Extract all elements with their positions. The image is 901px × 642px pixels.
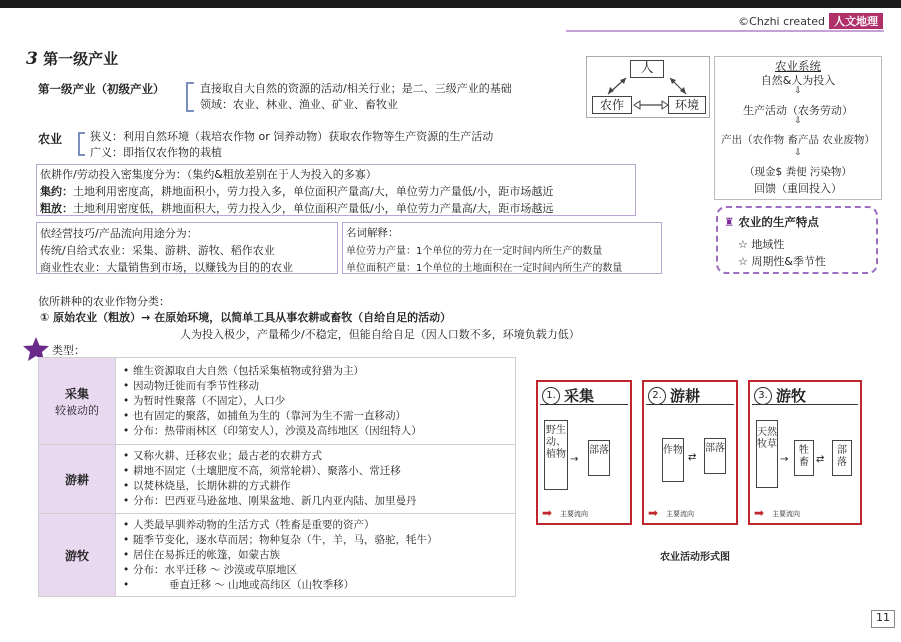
mode-title: 依经营技巧/产品流向用途分为：	[40, 227, 198, 240]
intensity-title: 依耕作/劳动投入密集度分为：（集约&粗放差别在于人为投入的多寡）	[40, 168, 377, 181]
node-environment: 环境	[668, 96, 706, 114]
types-label: 类型：	[52, 344, 85, 357]
list-item: • 居住在易拆迁的帐篷，如蒙古族	[133, 548, 510, 563]
table-row	[39, 358, 516, 445]
panel-target-box: 部落	[832, 440, 852, 476]
mode-traditional: 传统/自给式农业：采集、游耕、游牧、稻作农业	[40, 244, 275, 257]
arrow-right-icon: ➡	[648, 506, 659, 520]
list-item: • 也有固定的聚落，如捕鱼为生的（靠河为生不需一直移动）	[133, 409, 510, 424]
crops-item1b: 人为投入极少，产量稀少/不稳定，但能自给自足（因人口数不多，环境负载力低）	[180, 328, 580, 341]
header-divider	[566, 30, 884, 32]
page-number: 11	[871, 610, 895, 628]
agri-label: 农业	[38, 132, 63, 146]
table-category	[39, 358, 116, 445]
system-step3: 产出（农作物 畜产品 农业废物）	[721, 134, 875, 146]
table-row	[39, 514, 516, 597]
figure-panel-1	[536, 380, 632, 525]
bracket	[186, 82, 194, 112]
system-title: 农业系统	[775, 59, 821, 73]
node-farming: 农作	[592, 96, 632, 114]
panel-source-box: 作物	[662, 438, 684, 482]
list-item: • 人类最早驯养动物的生活方式（牲畜是重要的资产）	[133, 518, 510, 533]
terms-land: 单位面积产量：1个单位的土地面积在一定时间内所生产的数量	[346, 263, 623, 274]
category-name: 游牧	[64, 548, 89, 563]
section-number: 3	[26, 49, 38, 69]
figure-panel-2	[642, 380, 738, 525]
panel-number: 3.	[754, 387, 772, 405]
list-item: • 分布：水平迁移 ～ 沙漠或草原地区	[133, 563, 510, 578]
arrow-down-icon: ⇩	[794, 116, 802, 126]
arrow-down-icon: ⇩	[794, 148, 802, 158]
header-tag: 人文地理	[829, 13, 883, 29]
list-item: • 分布：热带雨林区（印第安人），沙漠及高纬地区（因纽特人）	[133, 424, 510, 439]
agri-broad: 广义：即指仅农作物的栽植	[90, 146, 222, 159]
list-item: • 又称火耕、迁移农业；最古老的农耕方式	[133, 449, 510, 464]
category-name: 采集	[64, 386, 89, 401]
arrow-right-icon: →	[570, 454, 579, 465]
system-step5	[714, 180, 882, 196]
feature-1-text: 地域性	[751, 238, 785, 251]
arrow-right-icon: ➡	[754, 506, 765, 520]
agri-narrow: 狭义：利用自然环境（栽培农作物 or 饲养动物）获取农作物等生产资源的生产活动	[90, 130, 494, 143]
list-item: • 随季节变化，逐水草而居；物种复杂（牛，羊，马，骆驼，牦牛）	[133, 533, 510, 548]
list-item: • 因动物迁徙而有季节性移动	[133, 379, 510, 394]
system-step4: （现金$ 粪便 污染物）	[744, 166, 852, 178]
feature-1	[738, 236, 784, 252]
legend-text: 主要流向	[560, 510, 588, 518]
system-step1: 自然&人为投入	[760, 74, 836, 87]
list-item: • 耕地不固定（土壤肥度不高，须常轮耕）、聚落小、常迁移	[133, 464, 510, 479]
primary-label: 第一级产业（初级产业）	[38, 82, 165, 96]
arrow-right-icon: ➡	[542, 506, 553, 520]
primary-line2: 领域：农业、林业、渔业、矿业、畜牧业	[200, 98, 398, 111]
feature-2	[738, 253, 826, 269]
top-bar	[0, 0, 901, 8]
mode-commercial: 商业性农业：大量销售到市场，以赚钱为目的的农业	[40, 261, 293, 274]
list-item: • 以焚林烧垦，长期休耕的方式耕作	[133, 479, 510, 494]
table-cell	[116, 514, 516, 597]
panel-title: 游牧	[776, 387, 807, 405]
node-human: 人	[630, 60, 664, 78]
table-category	[39, 445, 116, 514]
intensive-text: 土地利用密度高，耕地面积小，劳力投入多，单位面积产量高/大，单位劳力产量低/小，距市场越近	[73, 185, 554, 198]
primary-line1: 直接取自大自然的资源的活动/相关行业；是二、三级产业的基础	[200, 82, 512, 95]
panel-middle-box: 牲畜	[794, 440, 814, 476]
types-table	[38, 357, 516, 597]
extensive-text: 土地利用密度低，耕地面积大，劳力投入少，单位面积产量低/小，单位劳力产量高/大，距市场越远	[73, 202, 554, 215]
category-name: 游耕	[64, 472, 89, 487]
list-item: • 维生资源取自大自然（包括采集植物或狩猎为主）	[133, 364, 510, 379]
list-item: • 分布：巴西亚马逊盆地、刚果盆地、新几内亚内陆、加里曼丹	[133, 494, 510, 509]
terms-title: 名词解释：	[346, 227, 399, 239]
panel-number: 2.	[648, 387, 666, 405]
system-step5-text: 回馈（重回投入）	[754, 182, 842, 195]
intensive-row	[40, 183, 553, 199]
arrow-down-icon: ⇩	[794, 86, 802, 96]
divider	[646, 404, 734, 405]
panel-target-box: 部落	[588, 440, 610, 476]
features-title	[724, 214, 819, 230]
header-credit	[738, 13, 883, 29]
arrow-right-icon: ⇄	[688, 452, 697, 463]
table-category	[39, 514, 116, 597]
arrow-right-icon: ⇄	[816, 454, 825, 465]
panel-number: 1.	[542, 387, 560, 405]
table-cell	[116, 358, 516, 445]
triangle-arrows	[586, 56, 710, 118]
legend-text: 主要流向	[666, 510, 694, 518]
credit-text: ©Chzhi created	[738, 15, 825, 28]
figure-caption: 农业活动形式图	[660, 552, 730, 563]
panel-title: 游耕	[670, 387, 701, 405]
features-title-text: 农业的生产特点	[738, 215, 819, 229]
star-icon: ☆	[738, 255, 752, 268]
panel-source-box: 野生动、植物	[544, 420, 568, 490]
section-title	[26, 48, 118, 69]
intensive-label: 集约：	[40, 185, 73, 198]
list-item: • 为暂时性聚落（不固定），人口少	[133, 394, 510, 409]
divider	[540, 404, 628, 405]
panel-title: 采集	[564, 387, 595, 405]
section-title-text: 第一级产业	[43, 50, 119, 68]
table-row	[39, 445, 516, 514]
system-step2: 生产活动（农务劳动）	[743, 104, 853, 117]
panel-target-box: 部落	[704, 438, 726, 474]
arrow-right-icon: →	[780, 454, 789, 465]
extensive-row	[40, 200, 553, 216]
legend-text: 主要流向	[772, 510, 800, 518]
list-item: • 垂直迁移 ～ 山地或高纬区（山牧季移）	[133, 578, 510, 593]
feature-2-text: 周期性&季节性	[751, 255, 826, 268]
panel-source-box: 天然牧草	[756, 420, 778, 488]
bracket	[78, 132, 85, 156]
star-icon: ☆	[738, 238, 752, 251]
extensive-label: 粗放：	[40, 202, 73, 215]
figure-panel-3	[748, 380, 862, 525]
terms-labor: 单位劳力产量：1个单位的劳力在一定时间内所生产的数量	[346, 246, 603, 257]
category-sub: 较被动的	[55, 403, 99, 417]
crops-title: 依所耕种的农业作物分类：	[38, 295, 170, 308]
lamp-icon: ♜	[724, 215, 735, 229]
divider	[752, 404, 858, 405]
table-cell	[116, 445, 516, 514]
crops-item1: ① 原始农业（粗放）→ 在原始环境，以简单工具从事农耕或畜牧（自给自足的活动）	[40, 311, 452, 324]
